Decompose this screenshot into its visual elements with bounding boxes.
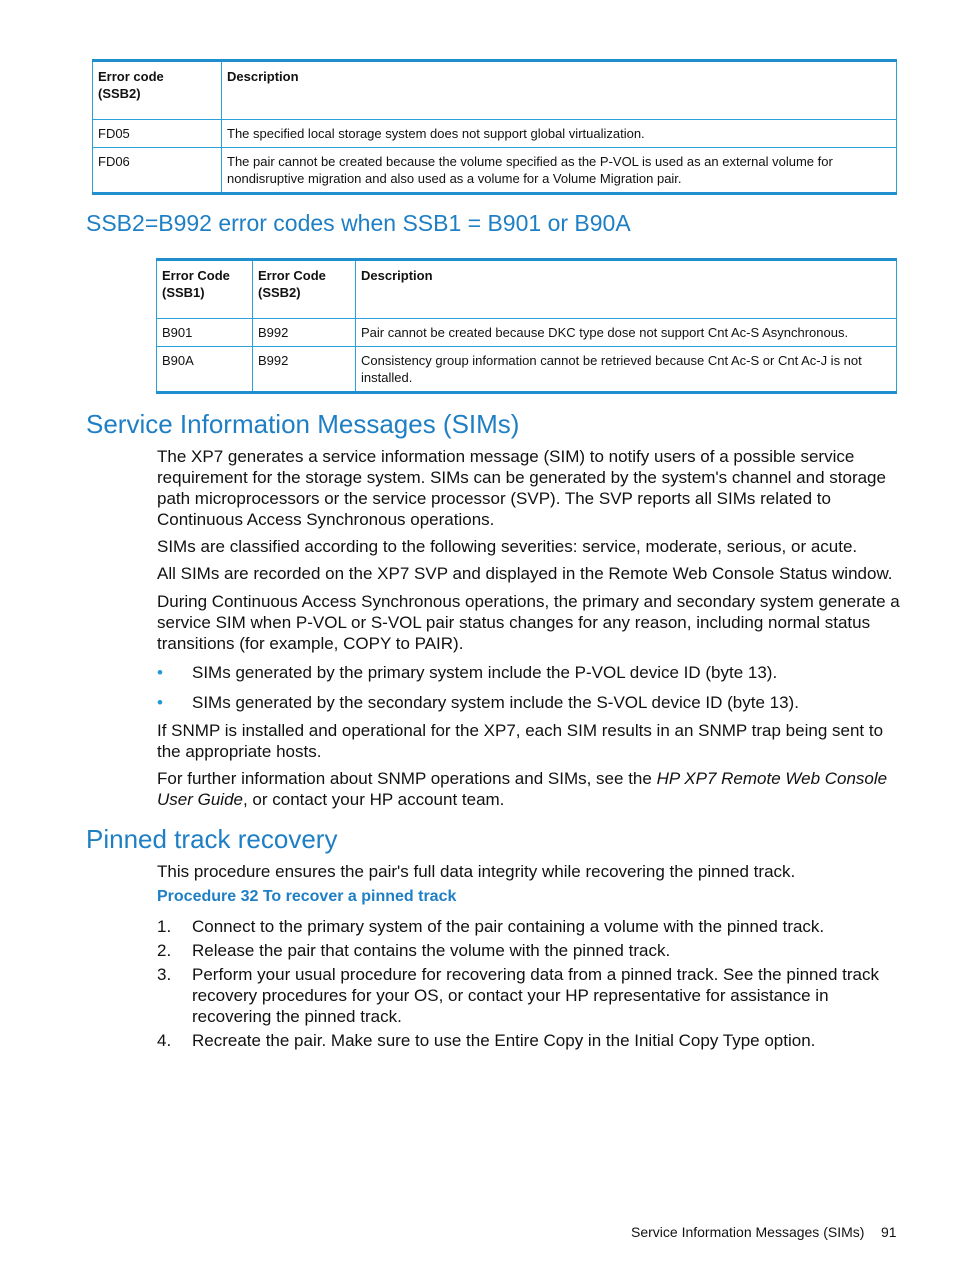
step-number: 2.	[157, 941, 172, 960]
bullet-icon: •	[157, 693, 163, 712]
section-heading-ssb: SSB2=B992 error codes when SSB1 = B901 or B90A	[86, 210, 631, 236]
cell-ssb1: B901	[157, 319, 253, 347]
p6-before: For further information about SNMP operations and SIMs, see the	[157, 769, 657, 788]
header-error-code	[93, 61, 222, 120]
step-text: Connect to the primary system of the pair containing a volume with the pinned track.	[192, 917, 825, 936]
cell-ssb2: B992	[253, 347, 356, 393]
header-ssb2-line2: (SSB2)	[258, 285, 301, 300]
error-code-table-b992	[156, 258, 897, 394]
cell-ssb1: B90A	[157, 347, 253, 393]
p6-after: , or contact your HP account team.	[242, 790, 505, 809]
header-error-code-line2: (SSB2)	[98, 86, 141, 101]
bullet-text: SIMs generated by the secondary system include the S-VOL device ID (byte 13).	[192, 693, 799, 712]
bullet-icon: •	[157, 663, 163, 682]
cell-description: Pair cannot be created because DKC type dose not support Cnt Ac-S Asynchronous.	[356, 319, 897, 347]
step-text: Release the pair that contains the volume with the pinned track.	[192, 941, 671, 960]
page-number: 91	[881, 1224, 897, 1240]
cell-code: FD05	[93, 120, 222, 148]
cell-description: Consistency group information cannot be retrieved because Cnt Ac-S or Cnt Ac-J is not installed.	[356, 347, 897, 393]
step-number: 4.	[157, 1031, 172, 1050]
header-error-code-ssb1	[157, 260, 253, 319]
footer-section-title: Service Information Messages (SIMs)	[631, 1224, 865, 1240]
header-error-code-ssb2	[253, 260, 356, 319]
header-ssb1-line1: Error Code	[162, 268, 230, 283]
guide-title: HP XP7 Remote Web Console User Guide	[157, 769, 888, 809]
header-ssb2-line1: Error Code	[258, 268, 326, 283]
step-text: Perform your usual procedure for recovering data from a pinned track. See the pinned track recovery procedures for your OS, or contact your HP representative for assistance in recovering the pinned track.	[192, 965, 879, 1026]
header-description: Description	[356, 260, 897, 319]
table-row	[93, 148, 897, 194]
cell-ssb2: B992	[253, 319, 356, 347]
step-number: 3.	[157, 965, 172, 984]
table-header-row	[93, 61, 897, 120]
sims-paragraph-5: If SNMP is installed and operational for the XP7, each SIM results in an SNMP trap being sent to the appropriate hosts.	[157, 721, 884, 761]
table-row	[157, 347, 897, 393]
pinned-intro: This procedure ensures the pair's full data integrity while recovering the pinned track.	[157, 862, 796, 881]
cell-description: The specified local storage system does not support global virtualization.	[222, 120, 897, 148]
procedure-title: Procedure 32 To recover a pinned track	[157, 888, 457, 905]
table-row	[93, 120, 897, 148]
sims-paragraph-4: During Continuous Access Synchronous operations, the primary and secondary system generate a service SIM when P-VOL or S-VOL pair status changes for any reason, including normal status transitions (for example, COPY to PAIR).	[157, 592, 900, 653]
section-heading-sims: Service Information Messages (SIMs)	[86, 409, 520, 439]
error-code-table-ssb2	[92, 59, 897, 195]
header-error-code-line1: Error code	[98, 69, 164, 84]
table-row	[157, 319, 897, 347]
bullet-text: SIMs generated by the primary system include the P-VOL device ID (byte 13).	[192, 663, 778, 682]
sims-paragraph-1: The XP7 generates a service information message (SIM) to notify users of a possible service requirement for the storage system. SIMs can be generated by the system's channel and storage path microprocessors or the service processor (SVP). The SVP reports all SIMs related to Continuous Access Synchronous operations.	[157, 447, 886, 529]
header-ssb1-line2: (SSB1)	[162, 285, 205, 300]
sims-paragraph-2: SIMs are classified according to the following severities: service, moderate, serious, or acute.	[157, 537, 858, 556]
sims-paragraph-6	[157, 768, 902, 810]
table-header-row	[157, 260, 897, 319]
sims-paragraph-3: All SIMs are recorded on the XP7 SVP and displayed in the Remote Web Console Status window.	[157, 564, 893, 583]
header-description: Description	[222, 61, 897, 120]
section-heading-pinned: Pinned track recovery	[86, 824, 338, 854]
step-number: 1.	[157, 917, 172, 936]
cell-description: The pair cannot be created because the volume specified as the P-VOL is used as an external volume for nondisruptive migration and also used as a volume for a Volume Migration pair.	[222, 148, 897, 194]
step-text: Recreate the pair. Make sure to use the Entire Copy in the Initial Copy Type option.	[192, 1031, 816, 1050]
cell-code: FD06	[93, 148, 222, 194]
